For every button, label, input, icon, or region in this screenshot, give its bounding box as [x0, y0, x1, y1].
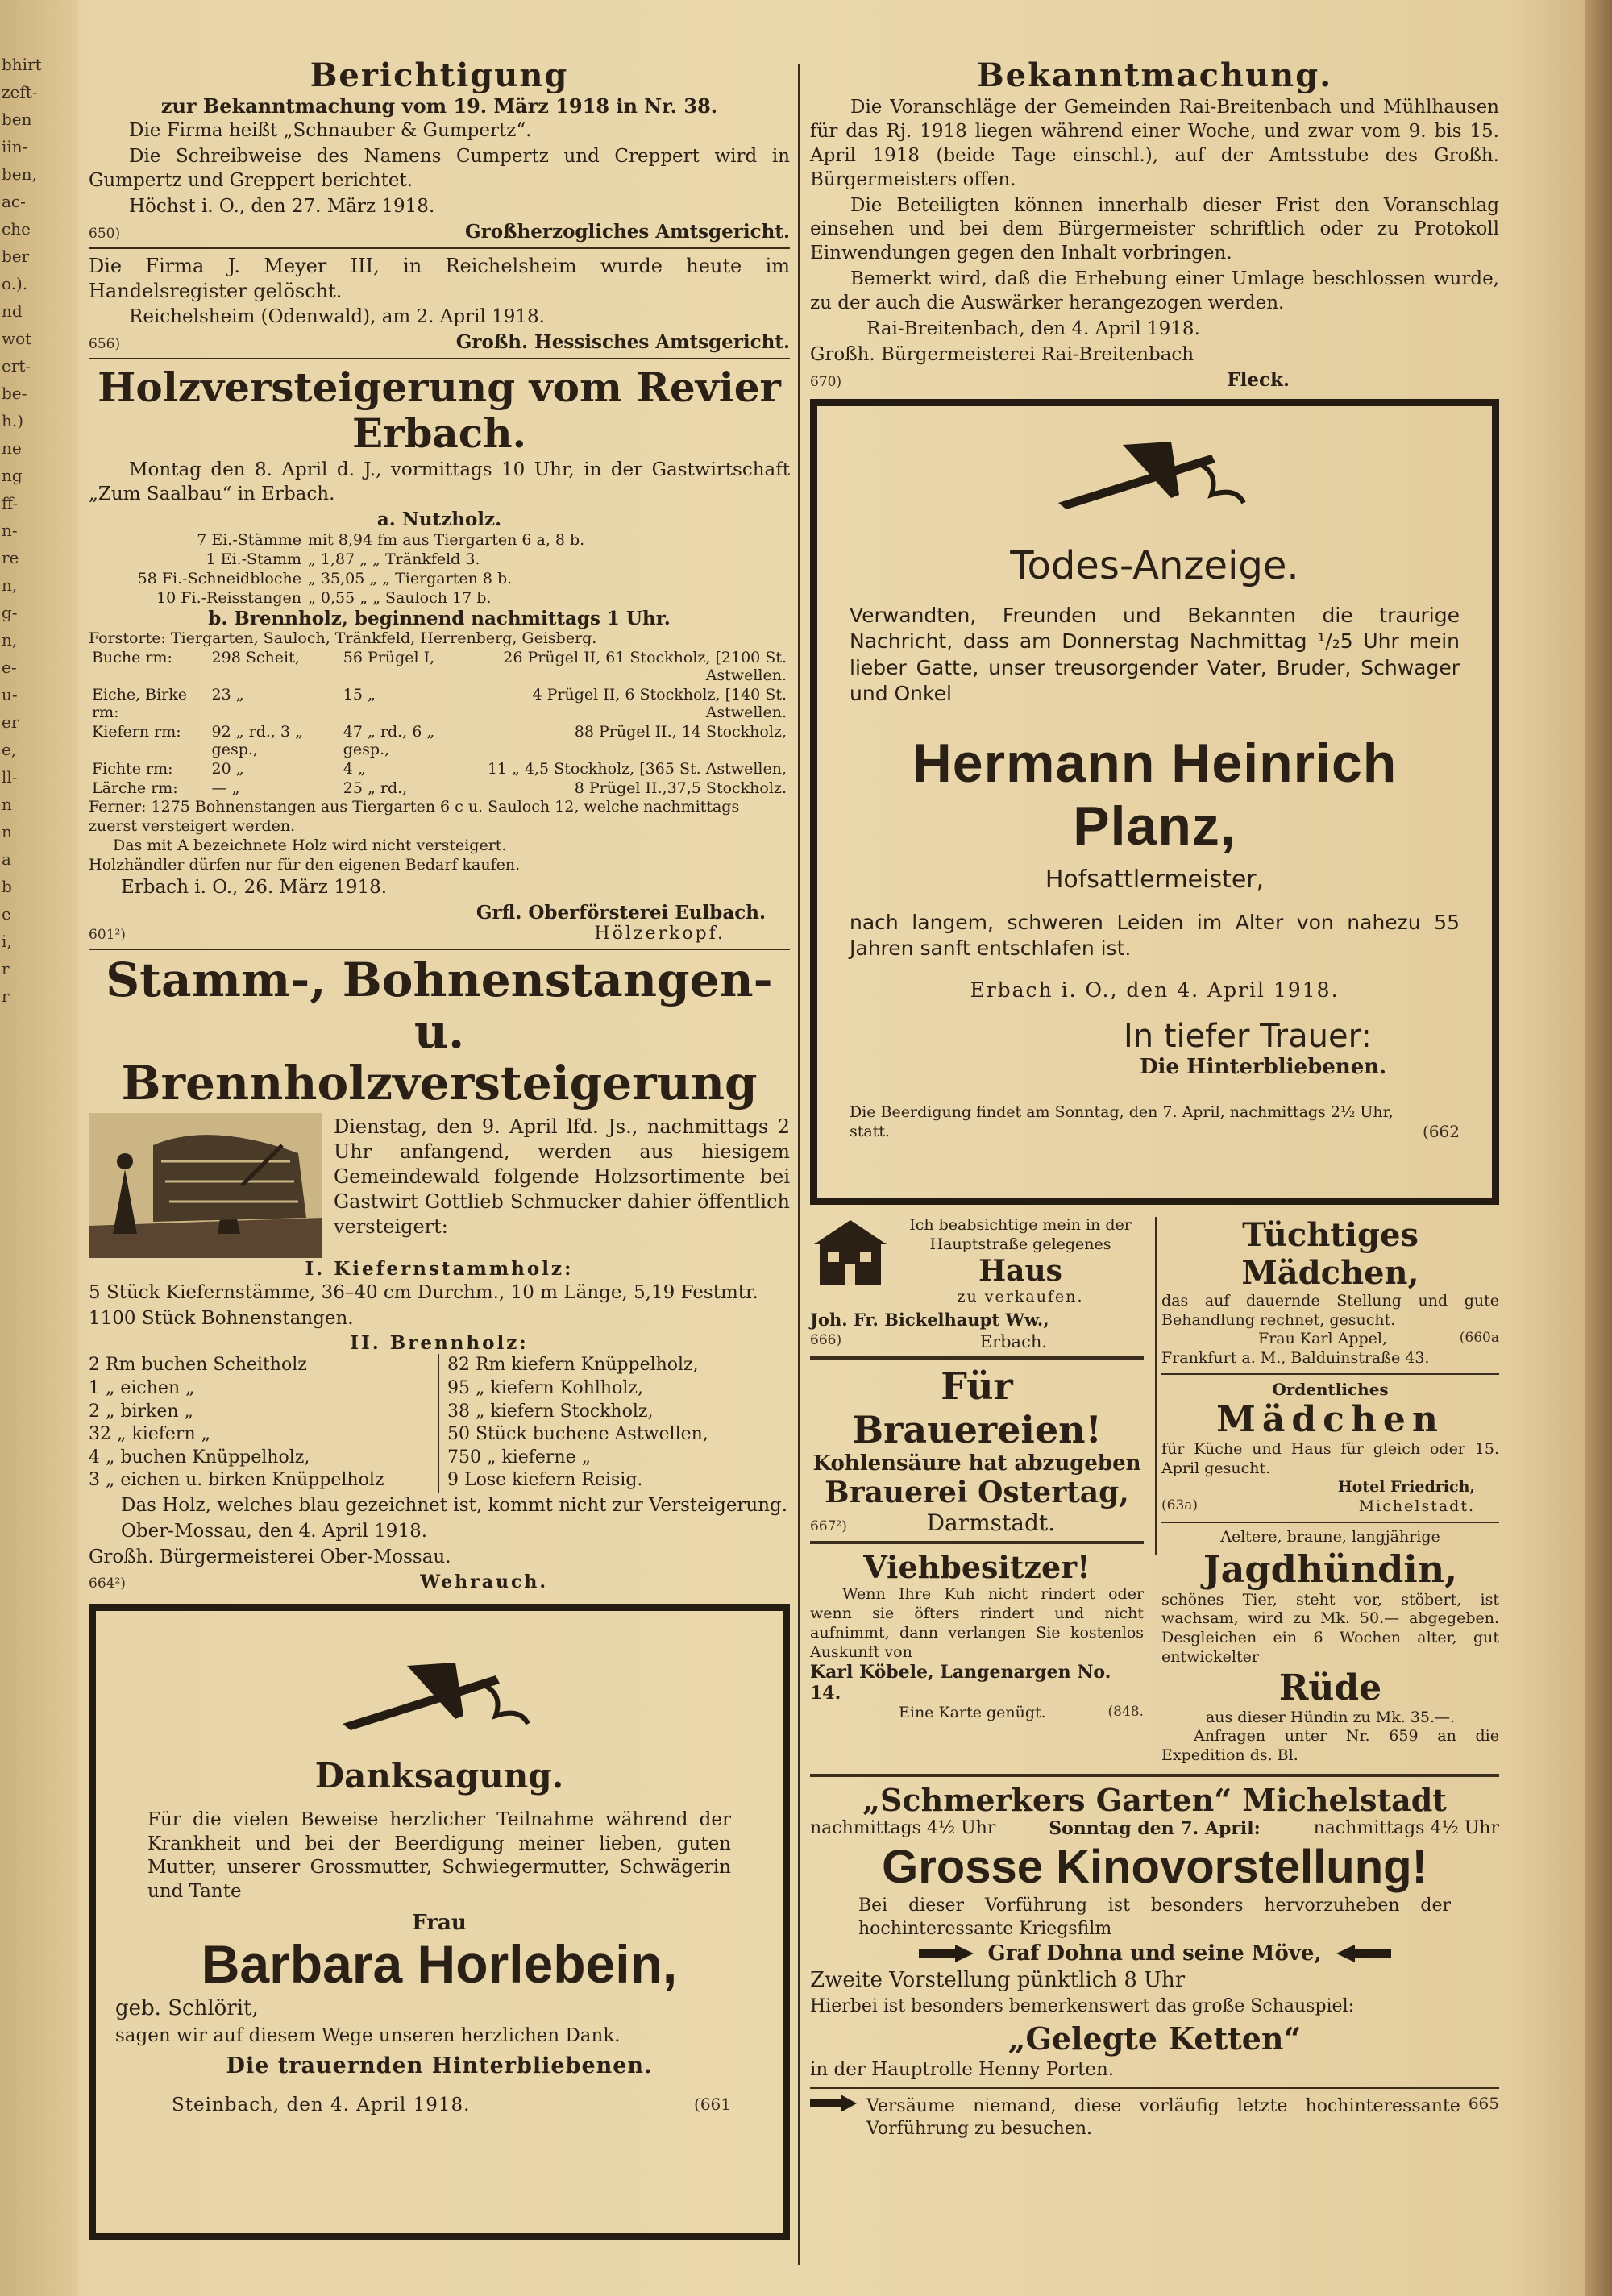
- left-column: [89, 56, 790, 2240]
- spine-fragment: r: [2, 959, 10, 978]
- stamm-section-ii: II. Brennholz:: [350, 1332, 529, 1355]
- holz-signature: Grfl. Oberförsterei Eulbach.: [476, 902, 766, 924]
- table-cell: Fichte rm:: [92, 760, 173, 778]
- bek-p1: Die Voranschläge der Gemeinden Rai-Breitenbach und Mühlhausen für das Rj. 1918 liegen während einer Woche, und zwar vom 9. bis 15. April 1918 (beide Tage einschl.), auf der Amtsstube des Großh. Bürgermeisters offen.: [810, 97, 1499, 190]
- list-item: 3 „ eichen u. birken Knüppelholz: [89, 1470, 384, 1491]
- table-cell: 92 „ rd., 3 „ gesp.,: [211, 723, 303, 759]
- berichtigung-notice: [89, 56, 790, 249]
- stamm-intro: Dienstag, den 9. April lfd. Js., nachmittags 2 Uhr anfangend, werden aus hiesigem Gemeindewald folgende Holzsortimente bei Gastwirt Gottlieb Schmucker dahier öffentlich versteigert:: [334, 1115, 790, 1239]
- nutzholz-table: [89, 530, 790, 608]
- holz-brennholz-heading: b. Brennholz, beginnend nachmittags 1 Uhr.: [208, 607, 671, 629]
- dank-name: Barbara Horlebein,: [201, 1934, 678, 1995]
- table-cell: 26 Prügel II, 61 Stockholz, [2100 St. Astwellen.: [503, 649, 787, 685]
- table-cell: 1 Ei.-Stamm: [206, 550, 301, 568]
- haus-verkaufen: zu verkaufen.: [957, 1288, 1084, 1306]
- kino-t5: Versäume niemand, diese vorläufig letzte hochinteressante Vorführung zu besuchen.: [866, 2095, 1460, 2140]
- table-row: [89, 648, 790, 685]
- brennholz-list: [89, 1354, 790, 1493]
- todes-title: Todes-Anzeige.: [1010, 542, 1299, 588]
- divider: [89, 358, 790, 359]
- spine-fragment: ert-: [2, 356, 31, 376]
- list-item: 2 Rm buchen Scheitholz: [89, 1355, 307, 1376]
- divider: [810, 2087, 1499, 2089]
- table-cell: 20 „: [211, 760, 244, 778]
- spine-fragment: n: [2, 795, 12, 814]
- table-row: [89, 530, 790, 550]
- stamm-signature: Großh. Bürgermeisterei Ober-Mossau.: [89, 1546, 451, 1567]
- table-row: [89, 569, 790, 588]
- list-item: 82 Rm kiefern Knüppelholz,: [447, 1355, 699, 1376]
- list-item: 2 „ birken „: [89, 1401, 193, 1422]
- brau-title: Für Brauereien!: [852, 1364, 1102, 1452]
- berichtigung-line1: zur Bekanntmachung vom 19. März 1918 in Nr. 38.: [160, 94, 718, 118]
- stamm-i-text: 5 Stück Kiefernstämme, 36–40 cm Durchm., 10 m Länge, 5,19 Festmtr.: [89, 1281, 758, 1303]
- spine-fragment: nd: [2, 301, 23, 321]
- ad-number: 665: [1468, 2093, 1499, 2113]
- page-edge: [1585, 0, 1612, 2296]
- kino-t4: in der Hauptrolle Henny Porten.: [810, 2058, 1115, 2080]
- ad-number: 650): [89, 225, 121, 242]
- jagd-text3: Anfragen unter Nr. 659 an die Expedition ds. Bl.: [1161, 1727, 1499, 1765]
- kino-t3: Hierbei ist besonders bemerkenswert das große Schauspiel:: [810, 1996, 1355, 2017]
- ad-number: 670): [810, 373, 842, 390]
- vieh-title: Viehbesitzer!: [863, 1549, 1091, 1586]
- todes-text: Verwandten, Freunden und Bekannten die traurige Nachricht, dass am Donnerstag Nachmittag ¹/₂5 Uhr mein lieber Gatte, unser treusorgender Vater, Bruder, Schwager und Onkel: [850, 603, 1460, 706]
- table-row: [89, 759, 790, 778]
- table-row: [89, 685, 790, 722]
- ad-number: (661: [694, 2094, 731, 2114]
- divider: [810, 1356, 1144, 1360]
- spine-fragment: g-: [2, 603, 18, 622]
- kino-big: Grosse Kinovorstellung!: [882, 1840, 1427, 1893]
- ad-number: (848.: [1107, 1704, 1145, 1721]
- divider: [89, 949, 790, 950]
- vieh-text: Wenn Ihre Kuh nicht rindert oder wenn sie öfters rindert und nicht aufnimmt, dann verlangen Sie kostenlos Auskunft von: [810, 1585, 1145, 1661]
- spine-fragment: n,: [2, 575, 18, 595]
- haus-text: Ich beabsichtige mein in der Hauptstraße gelegenes: [909, 1215, 1132, 1253]
- table-cell: Lärche rm:: [92, 779, 178, 798]
- spine-fragment: h.): [2, 411, 24, 430]
- jagd-text: schönes Tier, steht vor, stöbert, ist wachsam, wird zu Mk. 50.— abgegeben. Desgleichen ein 6 Wochen alter, gut entwickelter: [1161, 1590, 1499, 1666]
- holz-note1: Das mit A bezeichnete Holz wird nicht versteigert.: [113, 836, 507, 854]
- cross-icon: [334, 1659, 544, 1732]
- table-row: [89, 778, 790, 798]
- ad-number: (63a): [1161, 1497, 1199, 1514]
- spine-fragment: r: [2, 986, 10, 1006]
- todes-trauer: In tiefer Trauer:: [1124, 1017, 1372, 1055]
- list-item: 750 „ kieferne „: [447, 1447, 592, 1468]
- spine-fragment: zeft-: [2, 82, 38, 102]
- kino-t1: Bei dieser Vorführung ist besonders hervorzuheben der hochinteressante Kriegsfilm: [858, 1895, 1451, 1939]
- ordentl-signature: Hotel Friedrich,: [1337, 1478, 1475, 1497]
- holz-intro: Montag den 8. April d. J., vormittags 10 Uhr, in der Gastwirtschaft „Zum Saalbau“ in Erbach.: [89, 459, 790, 504]
- list-item: 9 Lose kiefern Reisig.: [447, 1470, 643, 1491]
- divider: [810, 1541, 1144, 1544]
- todes-beerdigung: Die Beerdigung findet am Sonntag, den 7. April, nachmittags 2½ Uhr, statt.: [850, 1102, 1394, 1140]
- table-cell: Kiefern rm:: [92, 723, 181, 741]
- meyer-notice: [89, 254, 790, 359]
- haus-signature: Joh. Fr. Bickelhaupt Ww.,: [810, 1310, 1049, 1331]
- kino-film1: Graf Dohna und seine Möve,: [987, 1941, 1322, 1966]
- list-item: 95 „ kiefern Kohlholz,: [447, 1378, 643, 1399]
- kino-ad: [810, 1782, 1499, 2143]
- spine-fragment: ne: [2, 438, 22, 458]
- divider: [810, 1774, 1499, 1777]
- table-cell: 8 Prügel II.,37,5 Stockholz.: [574, 779, 787, 798]
- table-cell: „ 35,05 „ „ Tiergarten 8 b.: [308, 569, 513, 587]
- list-item: 50 Stück buchene Astwellen,: [447, 1424, 708, 1445]
- spine-fragment: a: [2, 849, 11, 869]
- todes-name: Hermann Heinrich Planz,: [912, 732, 1398, 857]
- stamm-date: Ober-Mossau, den 4. April 1918.: [121, 1520, 428, 1542]
- spine-fragment: re: [2, 548, 19, 567]
- spine-fragment: u-: [2, 685, 18, 704]
- bek-p3: Bemerkt wird, daß die Erhebung einer Umlage beschlossen wurde, zu der auch die Auswärker herangezogen werden.: [810, 268, 1499, 314]
- table-cell: 58 Fi.-Schneidbloche: [137, 569, 301, 587]
- small-ads-row: [810, 1216, 1499, 1766]
- divider: [1161, 1522, 1499, 1523]
- table-cell: 56 Prügel I,: [343, 649, 435, 667]
- spine-fragment: n,: [2, 630, 18, 650]
- table-cell: 7 Ei.-Stämme: [197, 530, 301, 549]
- dank-date: Steinbach, den 4. April 1918.: [172, 2094, 471, 2115]
- maedchen-text: das auf dauernde Stellung und gute Behandlung rechnet, gesucht.: [1161, 1291, 1499, 1329]
- table-cell: 25 „ rd.,: [343, 779, 408, 798]
- jagd-title: Jagdhündin,: [1203, 1547, 1458, 1591]
- stamm-signature2: Wehrauch.: [420, 1571, 548, 1592]
- dank-signature: Die trauernden Hinterbliebenen.: [226, 2053, 653, 2078]
- cross-icon: [1050, 438, 1260, 511]
- table-cell: 47 „ rd., 6 „ gesp.,: [343, 723, 435, 759]
- table-cell: „ 1,87 „ „ Tränkfeld 3.: [308, 550, 480, 568]
- spine-fragment: n: [2, 822, 12, 841]
- berichtigung-p2: Die Schreibweise des Namens Cumpertz und Creppert wird in Gumpertz und Greppert berichtet.: [89, 145, 790, 191]
- table-cell: mit 8,94 fm aus Tiergarten 6 a, 8 b.: [308, 530, 585, 549]
- table-cell: — „: [211, 779, 240, 798]
- kino-time-left: nachmittags 4½ Uhr: [810, 1817, 996, 1838]
- spine-fragment: er: [2, 712, 19, 732]
- holz-ferner: Ferner: 1275 Bohnenstangen aus Tiergarten 6 c u. Sauloch 12, welche nachmittags zuerst versteigert werden.: [89, 798, 740, 836]
- spine-fragment: ben: [2, 110, 32, 129]
- holz-date: Erbach i. O., 26. März 1918.: [121, 877, 388, 899]
- pointing-hand-icon: [810, 2094, 858, 2113]
- todes-date: Erbach i. O., den 4. April 1918.: [970, 978, 1340, 1002]
- spine-fragment: e,: [2, 740, 17, 759]
- ad-number: 666): [810, 1332, 842, 1349]
- kino-t2: Zweite Vorstellung pünktlich 8 Uhr: [810, 1967, 1186, 1992]
- vieh-signature: Karl Köbele, Langenargen No. 14.: [810, 1662, 1111, 1704]
- spine-fragment: ben,: [2, 164, 37, 184]
- spine-fragment: wot: [2, 329, 32, 348]
- meyer-text: Die Firma J. Meyer III, in Reichelsheim wurde heute im Handelsregister gelöscht.: [89, 254, 790, 302]
- dank-text2: sagen wir auf diesem Wege unseren herzlichen Dank.: [115, 2024, 621, 2046]
- brau-l1: Kohlensäure hat abzugeben: [812, 1451, 1141, 1476]
- viehbesitzer-ad: [810, 1549, 1144, 1723]
- spine-fragment: ff-: [2, 493, 19, 513]
- ad-number: (660a: [1459, 1330, 1499, 1347]
- bek-signature: Großh. Bürgermeisterei Rai-Breitenbach: [810, 343, 1194, 365]
- spine-fragment: che: [2, 219, 31, 239]
- spine-fragment: o.).: [2, 274, 28, 293]
- jagdhuendin-ad: [1161, 1528, 1499, 1766]
- ad-number: (662: [1423, 1122, 1460, 1142]
- list-item: 1 „ eichen „: [89, 1378, 195, 1399]
- table-cell: 15 „: [343, 686, 376, 704]
- ad-number: 667²): [810, 1518, 847, 1535]
- bek-date: Rai-Breitenbach, den 4. April 1918.: [866, 318, 1200, 340]
- berichtigung-title: Berichtigung: [310, 56, 569, 94]
- table-row: [89, 722, 790, 759]
- bek-signature2: Fleck.: [1227, 368, 1290, 391]
- bekanntmachung-notice: [810, 56, 1499, 391]
- table-cell: 4 Prügel II, 6 Stockholz, [140 St. Astwellen.: [532, 686, 787, 722]
- divider: [1161, 1373, 1499, 1375]
- ordentliches-ad: [1161, 1380, 1499, 1517]
- ordentl-title: Mädchen: [1216, 1398, 1444, 1440]
- spine-fragment: e: [2, 904, 11, 924]
- ad-number: 601²): [89, 927, 126, 944]
- table-cell: 4 „: [343, 760, 366, 778]
- spine-fragment: e-: [2, 658, 17, 677]
- binding-spine: [0, 0, 77, 2296]
- spine-fragment: ber: [2, 247, 30, 266]
- house-icon: [810, 1216, 891, 1289]
- vieh-note: Eine Karte genügt.: [899, 1704, 1046, 1722]
- table-cell: 298 Scheit,: [211, 649, 300, 667]
- haus-place: Erbach.: [979, 1332, 1048, 1352]
- stamm-blau: Das Holz, welches blau gezeichnet ist, kommt nicht zur Versteigerung.: [121, 1494, 788, 1516]
- maedchen-ad: [1161, 1216, 1499, 1368]
- meyer-signature: Großh. Hessisches Amtsgericht.: [455, 330, 790, 353]
- brennholz-table: [89, 648, 790, 798]
- table-cell: 23 „: [211, 686, 244, 704]
- dank-title: Danksagung.: [314, 1755, 564, 1796]
- jagd-pre: Aeltere, braune, langjährige: [1220, 1527, 1440, 1546]
- maedchen-signature: Frau Karl Appel,: [1258, 1330, 1388, 1348]
- table-cell: Buche rm:: [92, 649, 172, 667]
- stamm-i-text2: 1100 Stück Bohnenstangen.: [89, 1307, 354, 1329]
- holz-title: Holzversteigerung vom Revier Erbach.: [98, 363, 781, 458]
- table-row: [89, 550, 790, 569]
- kino-time-right: nachmittags 4½ Uhr: [1313, 1817, 1499, 1838]
- right-subcolumn-left: [810, 1216, 1152, 1766]
- holz-signature2: Hölzerkopf.: [594, 924, 725, 945]
- ad-number: 664²): [89, 1575, 126, 1592]
- ordentl-place: Michelstadt.: [1358, 1497, 1475, 1516]
- ad-number: 656): [89, 335, 121, 352]
- table-cell: 10 Fi.-Reisstangen: [156, 588, 301, 607]
- stamm-ad: [89, 955, 790, 1592]
- haus-ad: [810, 1216, 1144, 1307]
- list-item: 4 „ buchen Knüppelholz,: [89, 1447, 310, 1468]
- dank-frau: Frau: [412, 1911, 467, 1936]
- table-row: [89, 588, 790, 608]
- berichtigung-date: Höchst i. O., den 27. März 1918.: [129, 195, 435, 217]
- haus-big: Haus: [978, 1254, 1062, 1289]
- ordentl-text: für Küche und Haus für gleich oder 15. April gesucht.: [1161, 1439, 1499, 1477]
- table-cell: Eiche, Birke rm:: [92, 686, 188, 722]
- bek-p2: Die Beteiligten können innerhalb dieser Frist den Voranschlag einsehen und bei dem Bürgermeister schriftlich oder zu Protokoll Einwendungen gegen den Inhalt vorbringen.: [810, 194, 1499, 264]
- spine-fragment: bhirt: [2, 55, 42, 74]
- pointing-hand-icon: [919, 1943, 975, 1964]
- todes-hinterbliebenen: Die Hinterbliebenen.: [1140, 1054, 1387, 1079]
- todes-anzeige-box: [810, 399, 1499, 1205]
- list-item: 32 „ kiefern „: [89, 1424, 211, 1445]
- right-subcolumn-right: [1152, 1216, 1499, 1766]
- pointing-hand-icon: [1335, 1943, 1391, 1964]
- spine-fragment: ac-: [2, 192, 26, 211]
- spine-fragment: ng: [2, 466, 23, 485]
- spine-fragment: ll-: [2, 767, 18, 787]
- column-divider: [798, 64, 800, 2265]
- dank-geb: geb. Schlörit,: [115, 1995, 259, 2020]
- spine-fragment: b: [2, 877, 12, 896]
- brau-l3: Darmstadt.: [926, 1509, 1056, 1537]
- maedchen-title: Tüchtiges Mädchen,: [1241, 1215, 1419, 1292]
- table-cell: 88 Prügel II., 14 Stockholz,: [574, 723, 787, 741]
- kino-title: „Schmerkers Garten“ Michelstadt: [862, 1781, 1447, 1818]
- dank-text: Für die vielen Beweise herzlicher Teilnahme während der Krankheit und bei der Beerdigung meiner lieben, guten Mutter, unserer Grossmutter, Schwiegermutter, Schwägerin und Tante: [147, 1808, 731, 1903]
- stamm-section-i: I. Kiefernstammholz:: [305, 1257, 574, 1280]
- brauerei-ad: [810, 1364, 1144, 1536]
- danksagung-box: [89, 1604, 790, 2240]
- todes-beruf: Hofsattlermeister,: [1045, 865, 1265, 894]
- meyer-date: Reichelsheim (Odenwald), am 2. April 1918.: [129, 305, 545, 327]
- divider: [89, 247, 790, 249]
- list-item: 38 „ kiefern Stockholz,: [447, 1401, 654, 1422]
- stamm-title1: Stamm-, Bohnenstangen-: [106, 953, 773, 1008]
- berichtigung-p1: Die Firma heißt „Schnauber & Gumpertz“.: [129, 120, 532, 141]
- spine-fragment: i,: [2, 932, 12, 951]
- table-cell: „ 0,55 „ „ Sauloch 17 b.: [308, 588, 492, 607]
- jagd-big: Rüde: [1278, 1667, 1382, 1709]
- jagd-text2: aus dieser Hündin zu Mk. 35.—.: [1205, 1708, 1456, 1726]
- spine-fragment: be-: [2, 384, 27, 403]
- spine-fragment: n-: [2, 521, 18, 540]
- woodcutters-illustration-icon: [89, 1113, 322, 1258]
- holz-forstorte: Forstorte: Tiergarten, Sauloch, Tränkfeld, Herrenberg, Geisberg.: [89, 629, 597, 647]
- todes-text2: nach langem, schweren Leiden im Alter von nahezu 55 Jahren sanft entschlafen ist.: [850, 910, 1460, 961]
- kino-film2: „Gelegte Ketten“: [1008, 2020, 1302, 2057]
- holz-nutzholz-heading: a. Nutzholz.: [376, 508, 502, 530]
- kino-date: Sonntag den 7. April:: [1049, 1817, 1261, 1839]
- right-column: [810, 56, 1499, 2143]
- brau-l2: Brauerei Ostertag,: [825, 1476, 1129, 1510]
- berichtigung-signature: Großherzogliches Amtsgericht.: [464, 220, 790, 243]
- stamm-title2: u. Brennholzversteigerung: [121, 1004, 758, 1111]
- bek-title: Bekanntmachung.: [976, 56, 1333, 94]
- holzversteigerung-ad: [89, 364, 790, 950]
- holz-note2: Holzhändler dürfen nur für den eigenen Bedarf kaufen.: [89, 855, 521, 874]
- spine-fragment: iin-: [2, 137, 28, 156]
- table-cell: 11 „ 4,5 Stockholz, [365 St. Astwellen,: [487, 760, 787, 778]
- ordentl-pre: Ordentliches: [1272, 1379, 1389, 1399]
- maedchen-address: Frankfurt a. M., Balduinstraße 43.: [1161, 1349, 1430, 1368]
